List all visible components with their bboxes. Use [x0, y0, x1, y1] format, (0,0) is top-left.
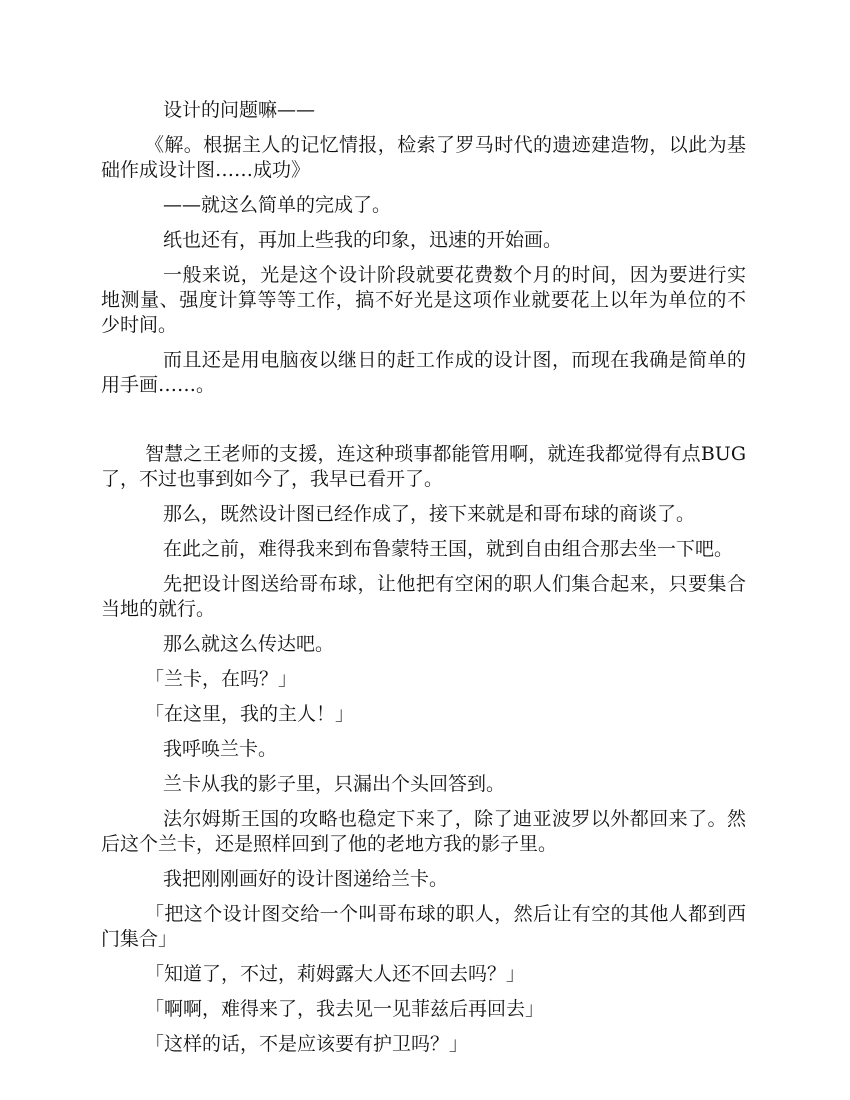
paragraph: 法尔姆斯王国的攻略也稳定下来了，除了迪亚波罗以外都回来了。然后这个兰卡，还是照样回到了他的老地方我的影子里。 — [101, 808, 746, 855]
paragraph: 我呼唤兰卡。 — [163, 738, 278, 760]
paragraph: 「啊啊，难得来了，我去见一见菲兹后再回去」 — [145, 998, 545, 1020]
paragraph: 那么，既然设计图已经作成了，接下来就是和哥布球的商谈了。 — [163, 503, 696, 525]
paragraph: 一般来说，光是这个设计阶段就要花费数个月的时间，因为要进行实地测量、强度计算等等工作，搞不好光是这项作业就要花上以年为单位的不少时间。 — [101, 264, 746, 336]
paragraph: 「把这个设计图交给一个叫哥布球的职人，然后让有空的其他人都到西门集合」 — [101, 903, 746, 950]
section-break — [101, 408, 746, 442]
paragraph: 纸也还有，再加上些我的印象，迅速的开始画。 — [163, 229, 563, 251]
paragraph: ——就这么简单的完成了。 — [163, 194, 392, 216]
paragraph: 「这样的话，不是应该要有护卫吗？」 — [145, 1033, 469, 1055]
paragraph: 「兰卡，在吗？」 — [145, 668, 298, 690]
paragraph: 我把刚刚画好的设计图递给兰卡。 — [163, 868, 449, 890]
paragraph: 「在这里，我的主人！」 — [145, 703, 355, 725]
paragraph: 先把设计图送给哥布球，让他把有空闲的职人们集合起来，只要集合当地的就行。 — [101, 573, 746, 620]
paragraph: 那么就这么传达吧。 — [163, 633, 335, 655]
text-section-2 — [101, 442, 746, 1057]
paragraph: 而且还是用电脑夜以继日的赶工作成的设计图，而现在我确是简单的用手画……。 — [101, 349, 746, 396]
paragraph: 智慧之王老师的支援，连这种琐事都能管用啊，就连我都觉得有点BUG了，不过也事到如今了，我早已看开了。 — [101, 443, 746, 490]
paragraph: 设计的问题嘛—— — [163, 99, 316, 121]
paragraph: 兰卡从我的影子里，只漏出个头回答到。 — [163, 773, 506, 795]
paragraph: 《解。根据主人的记忆情报，检索了罗马时代的遗迹建造物，以此为基础作成设计图……成功》 — [101, 134, 746, 181]
text-section-1 — [101, 98, 746, 398]
body-text — [101, 98, 746, 1067]
paragraph: 在此之前，难得我来到布鲁蒙特王国，就到自由组合那去坐一下吧。 — [163, 538, 734, 560]
paragraph: 「知道了，不过，莉姆露大人还不回去吗？」 — [145, 963, 526, 985]
